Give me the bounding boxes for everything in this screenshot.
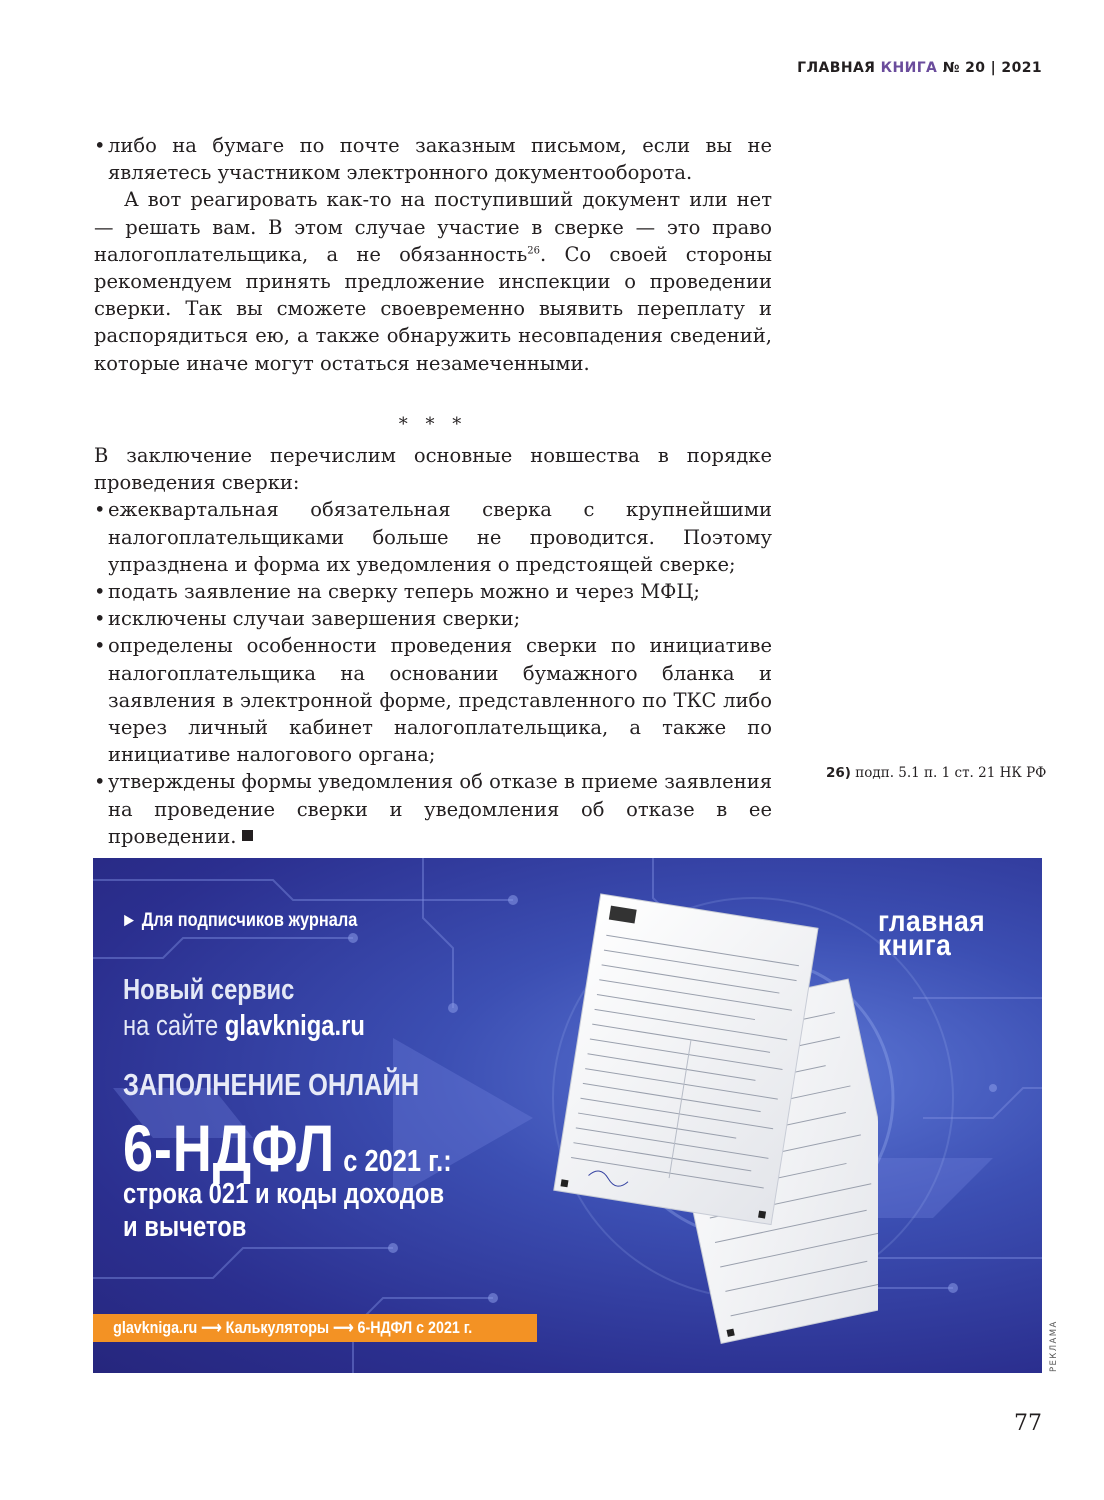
ad-fill-online-title: ЗАПОЛНЕНИЕ ОНЛАЙН bbox=[123, 1067, 420, 1102]
ad-headline-1: Новый сервис bbox=[123, 974, 295, 1006]
list-item bbox=[94, 768, 772, 850]
list-item: • ежеквартальная обязательная сверка с крупнейшими налогоплательщиками больше не проводится. Поэтому упразднена и форма их уведомления о предстоящей сверке; bbox=[94, 496, 772, 578]
list-item: • определены особенности проведения сверки по инициативе налогоплательщика на основании бумажного бланка и заявления в электронной форме, представленного по ТКС либо через личный кабинет налогоплательщика, а также по инициативе налогового органа; bbox=[94, 632, 772, 768]
ad-brand-logo bbox=[878, 905, 986, 962]
footnote-text: подп. 5.1 п. 1 ст. 21 НК РФ bbox=[855, 765, 1047, 781]
ad-main-title bbox=[123, 1110, 452, 1186]
running-header bbox=[797, 60, 1042, 76]
ad-form-name: 6-НДФЛ bbox=[123, 1111, 336, 1185]
ad-subscribers-tag: ► Для подписчиков журнала bbox=[121, 910, 358, 931]
header-brand-main: ГЛАВНАЯ bbox=[797, 60, 876, 76]
intro-list bbox=[94, 132, 772, 186]
ad-headline-2 bbox=[123, 1010, 365, 1043]
ad-navigation-link-text[interactable]: glavkniga.ru ⟶ Калькуляторы ⟶ 6-НДФЛ с 2021 г. bbox=[113, 1318, 473, 1337]
paragraph-text: . Со своей стороны рекомендуем принять предложение инспекции о проведении сверки. Так вы сможете своевременно выявить переплату и распорядиться ею, а также обнаружить несовпадения сведений, которые иначе могут остаться незамеченными. bbox=[94, 242, 772, 375]
ad-site-name: glavkniga.ru bbox=[224, 1010, 365, 1042]
ad-brand-word-1: главная bbox=[878, 905, 986, 938]
ad-subtitle-line-1: строка 021 и коды доходов bbox=[123, 1178, 445, 1210]
footnote-number: 26) bbox=[826, 765, 851, 781]
list-item: • либо на бумаге по почте заказным письмом, если вы не являетесь участником электронного документооборота. bbox=[94, 132, 772, 186]
form-pages-illustration bbox=[548, 888, 878, 1358]
footnote bbox=[826, 765, 1046, 781]
innovations-list bbox=[94, 496, 772, 850]
ad-subtitle-line-2: и вычетов bbox=[123, 1211, 247, 1243]
conclusion-paragraph: В заключение перечислим основные новшества в порядке проведения сверки: bbox=[94, 444, 772, 495]
footnote-ref[interactable]: 26 bbox=[527, 245, 540, 257]
section-separator: * * * bbox=[398, 413, 468, 435]
page-number: 77 bbox=[1014, 1411, 1042, 1436]
ad-form-year: с 2021 г.: bbox=[343, 1143, 452, 1178]
paragraph bbox=[94, 186, 772, 376]
advertisement-banner[interactable] bbox=[93, 858, 1042, 1373]
ad-navigation-link[interactable] bbox=[93, 1314, 537, 1342]
article-column bbox=[94, 132, 772, 850]
end-of-article-mark bbox=[242, 830, 253, 841]
ad-brand-word-2: книга bbox=[878, 929, 952, 962]
paragraph-text: А вот реагировать как-то на поступивший документ или нет — решать вам. В этом случае участие в сверке — это право налогоплательщика, а не обязанность bbox=[94, 188, 772, 266]
ad-headline-2-prefix: на сайте bbox=[123, 1010, 225, 1042]
list-item: • исключены случаи завершения сверки; bbox=[94, 605, 772, 632]
list-item: • подать заявление на сверку теперь можно и через МФЦ; bbox=[94, 578, 772, 605]
list-item-text: утверждены формы уведомления об отказе в приеме заявления на проведение сверки и уведомления об отказе в ее проведении. bbox=[108, 770, 772, 848]
advertising-label: РЕКЛАМА bbox=[1049, 1320, 1059, 1372]
ad-subtitle bbox=[123, 1178, 444, 1244]
header-brand-accent: КНИГА bbox=[880, 60, 938, 76]
header-issue: № 20 | 2021 bbox=[942, 60, 1042, 76]
